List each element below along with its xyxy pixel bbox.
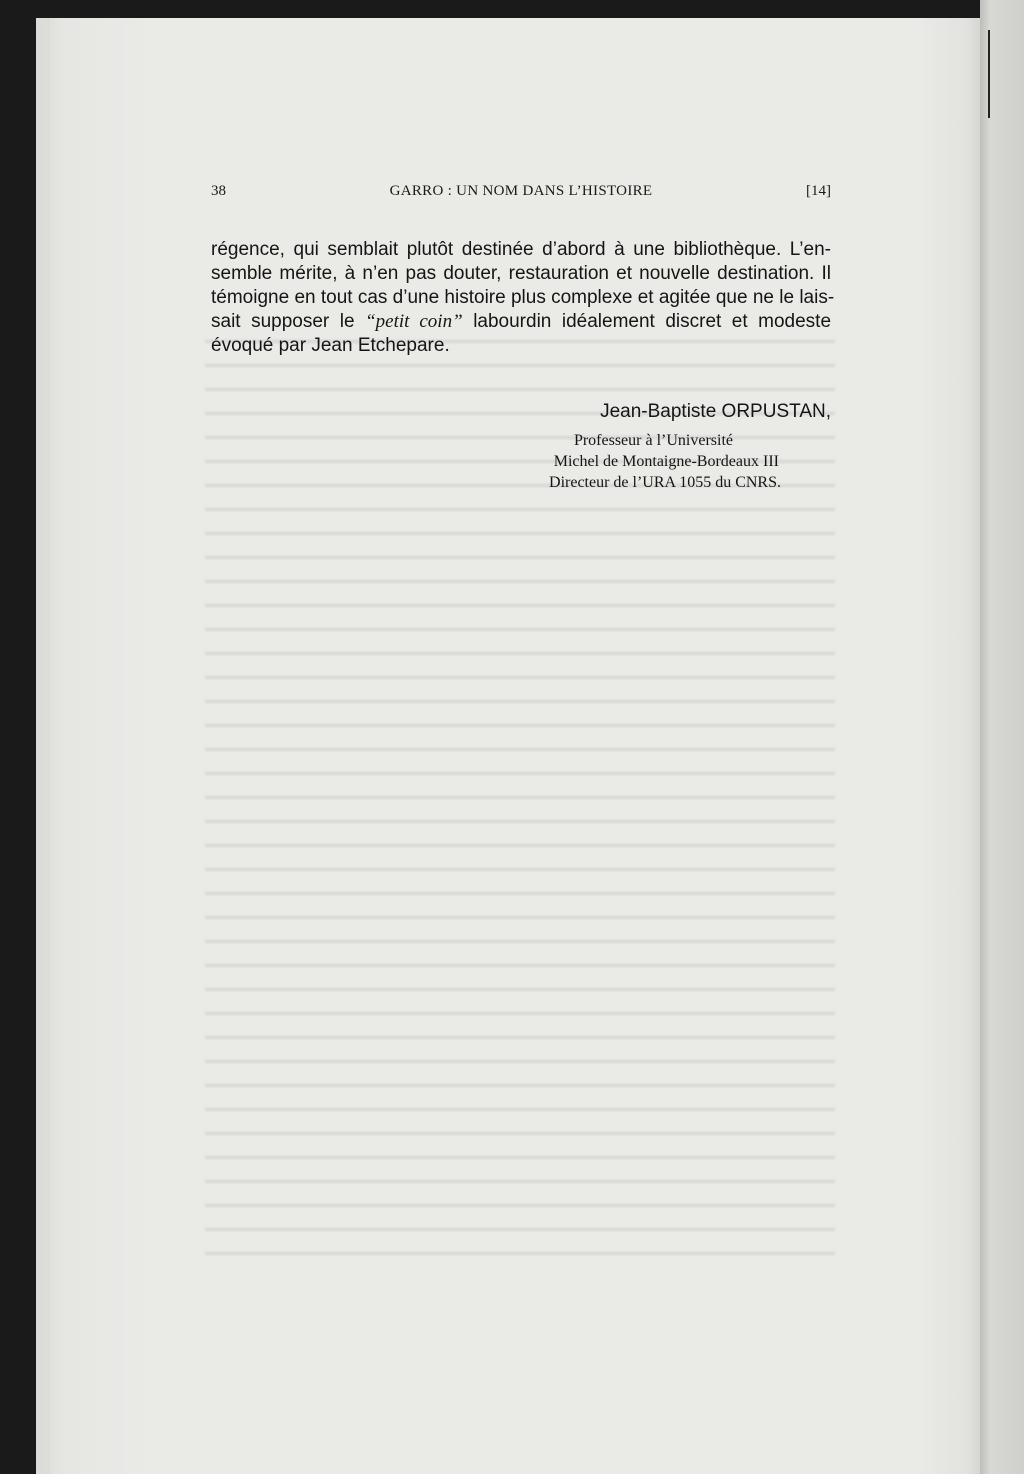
running-title: GARRO : UN NOM DANS L’HISTOIRE: [389, 183, 653, 199]
italic-quote: “petit coin”: [365, 311, 463, 332]
text-line: régence, qui semblait plutôt destinée d’abord à une bibliothèque. L’en-: [211, 239, 831, 260]
page-number: 38: [211, 183, 226, 199]
body-paragraph: [211, 238, 835, 358]
text-line: évoqué par Jean Etchepare.: [211, 335, 450, 356]
author-title: Professeur à l’Université: [573, 432, 733, 449]
text-fragment: labourdin idéalement discret et modeste: [473, 311, 832, 332]
author-institution: Michel de Montaigne-Bordeaux III: [553, 453, 779, 470]
page-stack-edge: [36, 18, 50, 1474]
section-number: [14]: [806, 183, 831, 199]
text-line: semble mérite, à n’en pas douter, restauration et nouvelle destination. Il: [211, 263, 831, 284]
running-header: [211, 183, 831, 205]
signature-block: [470, 400, 831, 493]
text-line: témoigne en tout cas d’une histoire plus complexe et agitée que ne le lais-: [211, 287, 835, 308]
facing-page-edge: [980, 0, 1024, 1474]
text-line: [211, 310, 831, 334]
author-role: Directeur de l’URA 1055 du CNRS.: [549, 474, 781, 491]
binding-mark: [988, 30, 990, 118]
text-fragment: sait supposer le: [211, 311, 355, 332]
author-name: Jean-Baptiste ORPUSTAN,: [600, 401, 831, 422]
